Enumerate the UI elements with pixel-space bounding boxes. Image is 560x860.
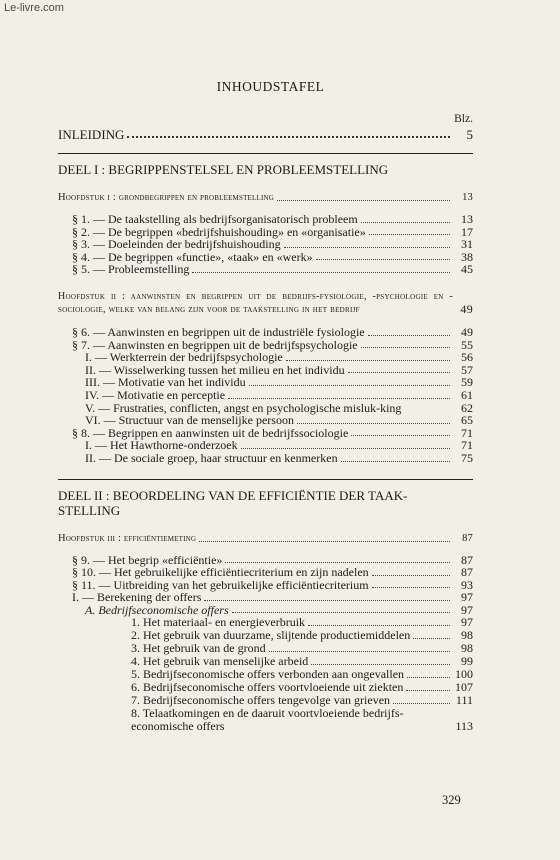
divider (58, 153, 473, 154)
dot-leader (316, 259, 450, 260)
dot-leader (351, 435, 450, 436)
toc-entry-page: 38 (461, 249, 473, 264)
chapter-label: Hoofdstuk ii : aanwinsten en begrippen uit de bedrijfs-fysiologie, -psychologie en -sociologie, welke van belang zijn voor de taakstelling in het bedrijf (58, 290, 453, 315)
dot-leader (249, 385, 450, 386)
toc-entry-label: 7. Bedrijfseconomische offers tengevolge van grieven (131, 693, 391, 708)
dot-leader (361, 222, 450, 223)
toc-entry-label: 1. Het materiaal- en energieverbruik (131, 615, 306, 630)
toc-entry (58, 566, 473, 579)
chapter-label: Hoofdstuk iii : efficiëntiemeting (58, 532, 197, 544)
toc-entry-page: 97 (461, 602, 473, 617)
toc-entry (58, 591, 473, 604)
toc-entry-label: § 3. — Doeleinden der bedrijfshuishouding (72, 237, 281, 252)
toc-entry-page: 98 (461, 641, 473, 656)
toc-entry (58, 707, 473, 733)
dot-leader (228, 398, 450, 399)
toc-entry-label: § 10. — Het gebruikelijke efficiëntiecriterium en zijn nadelen (72, 565, 369, 580)
toc-entry (58, 414, 473, 427)
dot-leader (348, 372, 450, 373)
toc-entry-label: 4. Het gebruik van menselijke arbeid (131, 654, 309, 669)
toc-entry-label: § 5. — Probleemstelling (72, 262, 190, 277)
chapter-page: 13 (462, 192, 473, 203)
dot-leader (407, 677, 450, 678)
toc-entry-label: A. Bedrijfseconomische offers (85, 602, 229, 617)
toc-entry-label: II. — Wisselwerking tussen het milieu en het individu (85, 362, 345, 377)
toc-entry-label: § 7. — Aanwinsten en begrippen uit de bedrijfspsychologie (72, 337, 358, 352)
chapter-page: 49 (460, 301, 473, 316)
toc-entry-page: 55 (461, 337, 473, 352)
toc-entry-page: 13 (461, 212, 473, 226)
dot-leader (241, 448, 450, 449)
toc-entry-page: 111 (455, 693, 473, 708)
toc-entry-page: 17 (461, 224, 473, 239)
toc-entry-label: V. — Frustraties, conflicten, angst en psychologische misluk-king (85, 400, 402, 415)
dot-leader (232, 612, 450, 613)
toc-entry-page: 97 (461, 590, 473, 605)
dot-leader (369, 234, 450, 235)
toc-entry-label: INLEIDING (58, 127, 125, 142)
dot-leader (368, 335, 450, 336)
toc-entry (58, 326, 473, 339)
toc-entry-page: 75 (461, 450, 473, 465)
dot-leader (286, 360, 450, 361)
toc-entry-page: 99 (461, 654, 473, 669)
toc-entry-page: 71 (461, 425, 473, 440)
dot-leader (341, 461, 450, 462)
toc-entry-label: 8. Telaatkomingen en de daaruit voortvloeiende bedrijfs-economische offers (131, 706, 404, 734)
watermark: Le-livre.com (4, 2, 64, 14)
toc-entry-page: 87 (461, 552, 473, 567)
dot-leader (277, 200, 450, 201)
toc-entry-page: 62 (461, 400, 473, 415)
toc-entry-page: 59 (461, 375, 473, 390)
chapter-heading-1 (58, 191, 473, 204)
toc-entry-label: § 11. — Uitbreiding van het gebruikelijke efficiëntiecriterium (72, 577, 369, 592)
dot-leader (269, 651, 450, 652)
toc-entry-page: 65 (461, 413, 473, 428)
chapter-heading-2 (58, 290, 473, 316)
toc-entry-label: § 6. — Aanwinsten en begrippen uit de industriële fysiologie (72, 324, 365, 339)
divider (58, 479, 473, 480)
dot-leader (393, 703, 450, 704)
toc-entry-label: § 4. — De begrippen «functie», «taak» en «werk» (72, 249, 313, 264)
toc-entry-page: 107 (455, 680, 473, 695)
dot-leader (308, 625, 450, 626)
page-title: INHOUDSTAFEL (216, 79, 325, 94)
toc-entry-label: IV. — Motivatie en perceptie (85, 387, 226, 402)
toc-entry-label: 2. Het gebruik van duurzame, slijtende productiemiddelen (131, 628, 411, 643)
toc-entry-page: 45 (461, 262, 473, 277)
toc-entry-label: § 2. — De begrippen «bedrijfshuishouding» en «organisatie» (72, 224, 366, 239)
toc-entry-page: 56 (461, 350, 473, 365)
toc-entry (58, 263, 473, 276)
toc-entry-label: I. — Het Hawthorne-onderzoek (85, 438, 238, 453)
toc-entry-label: 6. Bedrijfseconomische offers voortvloeiende uit ziekten (131, 680, 404, 695)
dot-leader (361, 347, 450, 348)
toc-entry-label: § 9. — Het begrip «efficiëntie» (72, 552, 223, 567)
dot-leader (311, 664, 450, 665)
toc-entry-label: 3. Het gebruik van de grond (131, 641, 266, 656)
dot-leader (413, 638, 450, 639)
dot-leader (199, 541, 450, 542)
toc-entry-page: 57 (461, 362, 473, 377)
toc-entry-label: II. — De sociale groep, haar structuur en kenmerken (85, 450, 338, 465)
toc-entry-page: 98 (461, 628, 473, 643)
toc-entry-page: 61 (461, 387, 473, 402)
dot-leader (192, 272, 450, 273)
toc-entry-label: § 8. — Begrippen en aanwinsten uit de bedrijfssociologie (72, 425, 349, 440)
dot-leader (406, 690, 450, 691)
toc-entry-page: 31 (461, 237, 473, 252)
toc-entry-page: 97 (461, 615, 473, 630)
toc-entry (58, 238, 473, 251)
page-number: 329 (442, 793, 461, 807)
toc-entry-page: 113 (455, 719, 473, 734)
toc-entry-page: 71 (461, 438, 473, 453)
toc-page (58, 80, 473, 733)
dot-leader (372, 575, 450, 576)
toc-entry (58, 213, 473, 226)
toc-entry-label: 5. Bedrijfseconomische offers verbonden aan ongevallen (131, 667, 405, 682)
page-column-header: Blz. (454, 113, 473, 125)
part-heading-1: DEEL I : BEGRIPPENSTELSEL EN PROBLEEMSTELLING (58, 162, 389, 177)
toc-entry (58, 452, 473, 465)
toc-entry (58, 351, 473, 364)
dot-leader (372, 587, 450, 588)
dot-leader (284, 247, 450, 248)
toc-entry-label: I. — Werkterrein der bedrijfspsychologie (85, 350, 283, 365)
part-heading-2: DEEL II : BEOORDELING VAN DE EFFICIËNTIE DER TAAK-STELLING (58, 487, 408, 518)
dot-leader (225, 562, 450, 563)
chapter-label: Hoofdstuk i : grondbegrippen en probleemstelling (58, 192, 275, 203)
dot-leader (297, 423, 450, 424)
toc-entry-label: VI. — Structuur van de menselijke persoon (85, 413, 294, 428)
toc-entry-page: 93 (461, 577, 473, 592)
toc-entry-inleiding (58, 128, 473, 141)
toc-entry-label: III. — Motivatie van het individu (85, 375, 246, 390)
toc-entry-label: I. — Berekening der offers (72, 590, 202, 605)
toc-entry-page: 87 (461, 565, 473, 580)
toc-entry-page: 5 (466, 127, 473, 142)
chapter-heading-3 (58, 532, 473, 545)
chapter-page: 87 (462, 532, 473, 544)
toc-entry-page: 100 (455, 667, 473, 682)
toc-entry (58, 389, 473, 402)
dot-leader (127, 136, 450, 138)
toc-entry-label: § 1. — De taakstelling als bedrijfsorganisatorisch probleem (72, 212, 358, 226)
dot-leader (204, 600, 450, 601)
toc-entry-page: 49 (461, 324, 473, 339)
